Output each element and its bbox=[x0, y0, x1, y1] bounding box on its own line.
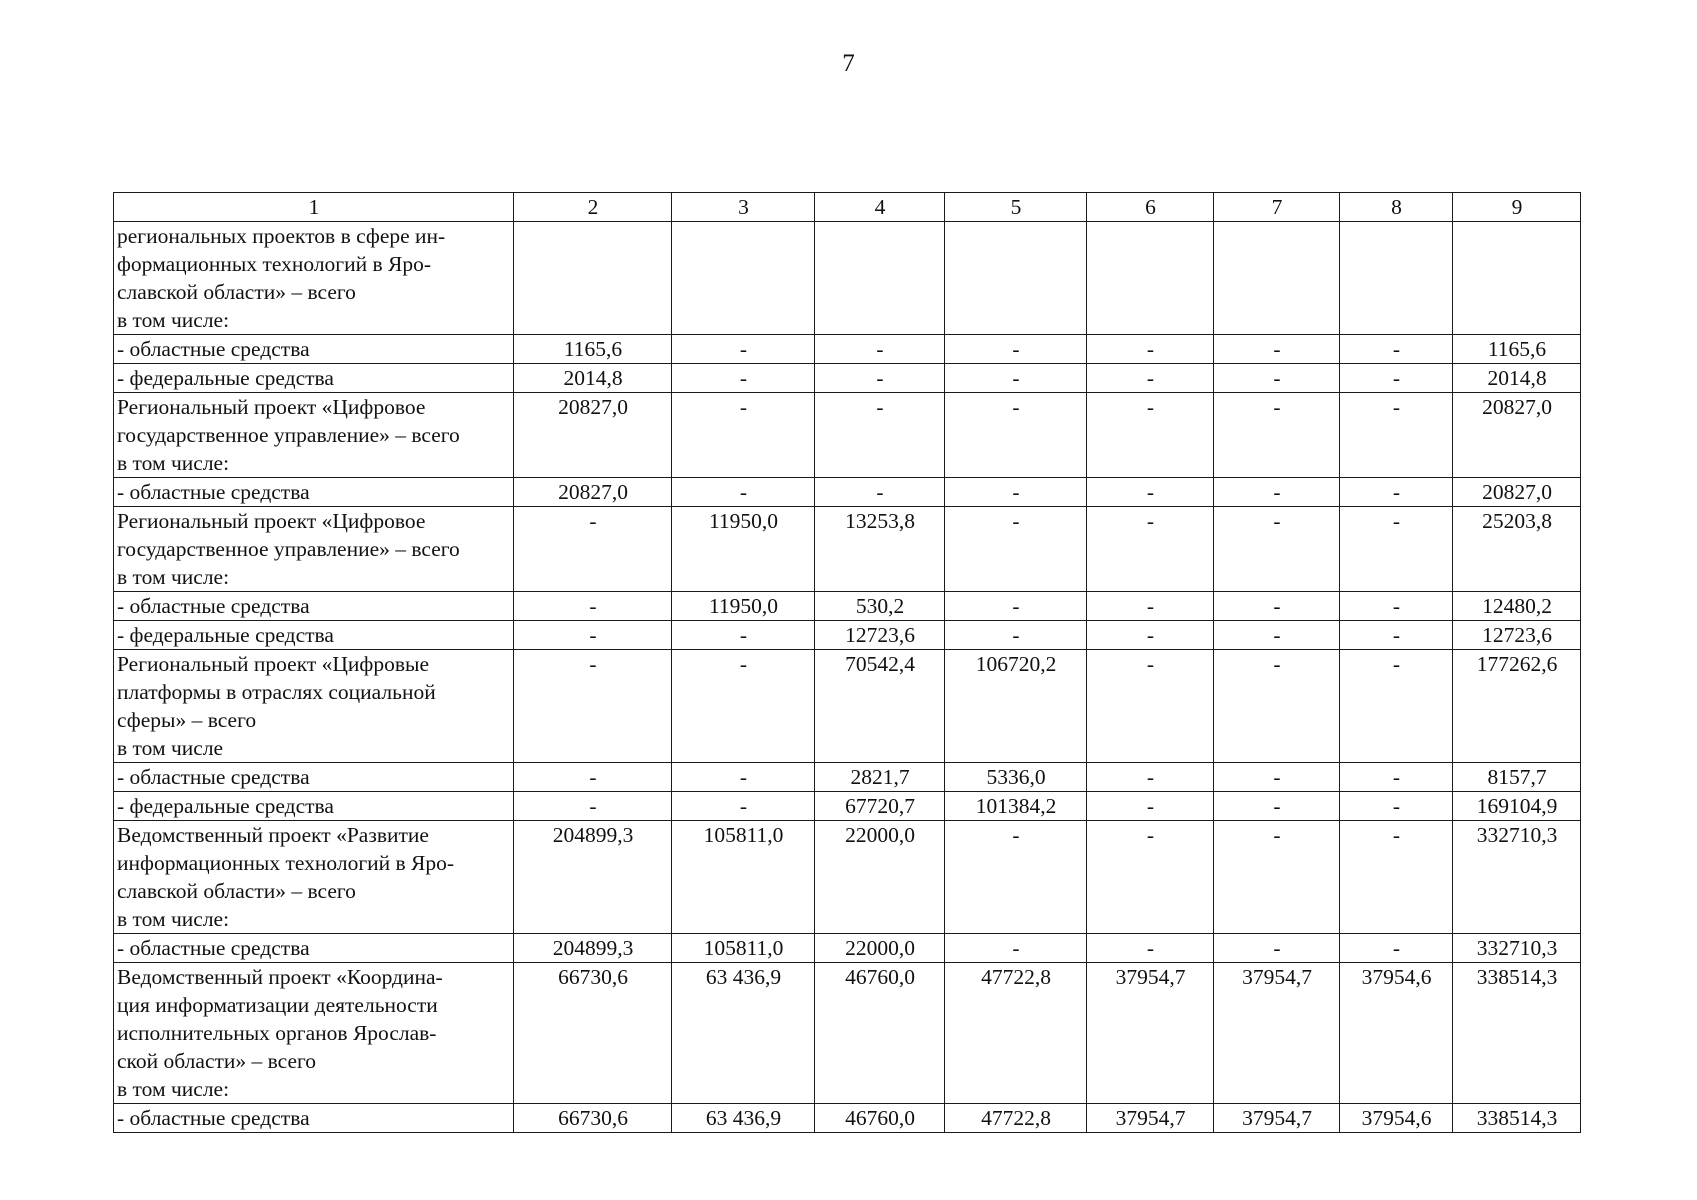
column-number-cell: 3 bbox=[672, 193, 815, 222]
value-cell: - bbox=[1087, 621, 1214, 650]
value-cell: 11950,0 bbox=[672, 592, 815, 621]
value-cell: - bbox=[1214, 621, 1340, 650]
row-label-line: Региональный проект «Цифровое bbox=[117, 509, 426, 533]
row-label-cell bbox=[114, 507, 514, 592]
value-cell: - bbox=[672, 650, 815, 763]
value-cell: 47722,8 bbox=[945, 963, 1087, 1104]
row-label-line: - областные средства bbox=[117, 765, 310, 789]
value-cell: 46760,0 bbox=[815, 1104, 945, 1133]
table-row bbox=[114, 335, 1581, 364]
value-cell: - bbox=[945, 821, 1087, 934]
value-cell: 5336,0 bbox=[945, 763, 1087, 792]
column-number-cell: 7 bbox=[1214, 193, 1340, 222]
value-cell: 169104,9 bbox=[1453, 792, 1581, 821]
value-cell: - bbox=[1340, 393, 1453, 478]
value-cell: 70542,4 bbox=[815, 650, 945, 763]
row-label-cell bbox=[114, 934, 514, 963]
value-cell: - bbox=[1214, 335, 1340, 364]
row-label-line: - федеральные средства bbox=[117, 366, 334, 390]
value-cell: 22000,0 bbox=[815, 821, 945, 934]
value-cell: - bbox=[945, 478, 1087, 507]
value-cell: - bbox=[672, 393, 815, 478]
value-cell: - bbox=[945, 934, 1087, 963]
column-number-cell: 9 bbox=[1453, 193, 1581, 222]
row-label-line: ция информатизации деятельности bbox=[117, 993, 438, 1017]
value-cell: - bbox=[1214, 478, 1340, 507]
value-cell: 37954,7 bbox=[1087, 963, 1214, 1104]
value-cell bbox=[514, 222, 672, 335]
value-cell: 338514,3 bbox=[1453, 1104, 1581, 1133]
row-label-line: исполнительных органов Ярослав- bbox=[117, 1021, 437, 1045]
value-cell: - bbox=[1340, 650, 1453, 763]
row-label-cell bbox=[114, 222, 514, 335]
table-row bbox=[114, 792, 1581, 821]
row-label-cell bbox=[114, 763, 514, 792]
row-label-line: региональных проектов в сфере ин- bbox=[117, 224, 446, 248]
page-number: 7 bbox=[842, 50, 855, 77]
value-cell: - bbox=[1340, 934, 1453, 963]
value-cell: 2014,8 bbox=[1453, 364, 1581, 393]
value-cell: - bbox=[1214, 821, 1340, 934]
value-cell: - bbox=[514, 621, 672, 650]
value-cell: - bbox=[672, 621, 815, 650]
row-label-line: сферы» – всего bbox=[117, 708, 257, 732]
row-label-line: - областные средства bbox=[117, 936, 310, 960]
row-label-line: - федеральные средства bbox=[117, 794, 334, 818]
row-label-line: формационных технологий в Яро- bbox=[117, 252, 432, 276]
row-label-line: в том числе: bbox=[117, 451, 230, 475]
value-cell: 530,2 bbox=[815, 592, 945, 621]
value-cell: 20827,0 bbox=[1453, 478, 1581, 507]
table-row bbox=[114, 393, 1581, 478]
value-cell: 1165,6 bbox=[514, 335, 672, 364]
value-cell: - bbox=[1087, 792, 1214, 821]
row-label-line: в том числе: bbox=[117, 1077, 230, 1101]
table-row bbox=[114, 592, 1581, 621]
table-row bbox=[114, 222, 1581, 335]
value-cell: 37954,6 bbox=[1340, 963, 1453, 1104]
value-cell: - bbox=[1340, 478, 1453, 507]
value-cell: - bbox=[1340, 763, 1453, 792]
value-cell: 47722,8 bbox=[945, 1104, 1087, 1133]
table-row bbox=[114, 478, 1581, 507]
value-cell: 105811,0 bbox=[672, 821, 815, 934]
value-cell: - bbox=[1087, 507, 1214, 592]
table-row bbox=[114, 507, 1581, 592]
row-label-line: Региональный проект «Цифровое bbox=[117, 395, 426, 419]
value-cell: 12480,2 bbox=[1453, 592, 1581, 621]
row-label-cell bbox=[114, 963, 514, 1104]
value-cell bbox=[815, 222, 945, 335]
value-cell: 106720,2 bbox=[945, 650, 1087, 763]
value-cell: - bbox=[1214, 592, 1340, 621]
value-cell: - bbox=[1340, 792, 1453, 821]
row-label-line: Региональный проект «Цифровые bbox=[117, 652, 429, 676]
value-cell: 204899,3 bbox=[514, 934, 672, 963]
value-cell: 63 436,9 bbox=[672, 1104, 815, 1133]
value-cell: - bbox=[945, 507, 1087, 592]
value-cell: 11950,0 bbox=[672, 507, 815, 592]
value-cell: 101384,2 bbox=[945, 792, 1087, 821]
value-cell: 46760,0 bbox=[815, 963, 945, 1104]
value-cell: - bbox=[672, 478, 815, 507]
value-cell: - bbox=[1087, 393, 1214, 478]
value-cell: 37954,7 bbox=[1214, 963, 1340, 1104]
row-label-line: ской области» – всего bbox=[117, 1049, 317, 1073]
value-cell: - bbox=[1340, 335, 1453, 364]
value-cell: - bbox=[1340, 507, 1453, 592]
value-cell bbox=[1453, 222, 1581, 335]
value-cell: 63 436,9 bbox=[672, 963, 815, 1104]
value-cell: - bbox=[672, 792, 815, 821]
value-cell: 37954,7 bbox=[1087, 1104, 1214, 1133]
row-label-line: славской области» – всего bbox=[117, 879, 356, 903]
row-label-line: - областные средства bbox=[117, 1106, 310, 1130]
row-label-cell bbox=[114, 592, 514, 621]
table-row bbox=[114, 963, 1581, 1104]
column-number-cell: 2 bbox=[514, 193, 672, 222]
value-cell: - bbox=[1340, 592, 1453, 621]
row-label-line: славской области» – всего bbox=[117, 280, 356, 304]
value-cell: - bbox=[1214, 364, 1340, 393]
table-row bbox=[114, 821, 1581, 934]
value-cell: - bbox=[1087, 478, 1214, 507]
value-cell bbox=[1340, 222, 1453, 335]
value-cell: 20827,0 bbox=[514, 393, 672, 478]
value-cell: 12723,6 bbox=[1453, 621, 1581, 650]
table-row bbox=[114, 1104, 1581, 1133]
row-label-line: государственное управление» – всего bbox=[117, 423, 460, 447]
value-cell: 66730,6 bbox=[514, 963, 672, 1104]
value-cell: - bbox=[945, 621, 1087, 650]
column-number-cell: 8 bbox=[1340, 193, 1453, 222]
row-label-line: в том числе bbox=[117, 736, 224, 760]
value-cell: - bbox=[1214, 792, 1340, 821]
row-label-cell bbox=[114, 792, 514, 821]
column-number-row bbox=[114, 193, 1581, 222]
column-number-cell: 4 bbox=[815, 193, 945, 222]
row-label-line: Ведомственный проект «Развитие bbox=[117, 823, 429, 847]
value-cell: - bbox=[672, 364, 815, 393]
value-cell: - bbox=[815, 393, 945, 478]
row-label-line: в том числе: bbox=[117, 907, 230, 931]
row-label-cell bbox=[114, 478, 514, 507]
value-cell: - bbox=[1214, 507, 1340, 592]
value-cell: - bbox=[815, 335, 945, 364]
value-cell: 66730,6 bbox=[514, 1104, 672, 1133]
value-cell bbox=[945, 222, 1087, 335]
value-cell: 177262,6 bbox=[1453, 650, 1581, 763]
value-cell: - bbox=[1087, 821, 1214, 934]
value-cell: - bbox=[1214, 763, 1340, 792]
row-label-cell bbox=[114, 1104, 514, 1133]
row-label-cell bbox=[114, 821, 514, 934]
value-cell: 8157,7 bbox=[1453, 763, 1581, 792]
value-cell: - bbox=[1087, 364, 1214, 393]
value-cell: 37954,7 bbox=[1214, 1104, 1340, 1133]
row-label-cell bbox=[114, 335, 514, 364]
row-label-line: Ведомственный проект «Координа- bbox=[117, 965, 443, 989]
value-cell: 204899,3 bbox=[514, 821, 672, 934]
column-number-cell: 5 bbox=[945, 193, 1087, 222]
value-cell: 22000,0 bbox=[815, 934, 945, 963]
value-cell: 332710,3 bbox=[1453, 934, 1581, 963]
value-cell: - bbox=[514, 792, 672, 821]
row-label-line: в том числе: bbox=[117, 565, 230, 589]
row-label-line: государственное управление» – всего bbox=[117, 537, 460, 561]
value-cell: 1165,6 bbox=[1453, 335, 1581, 364]
value-cell: - bbox=[1087, 335, 1214, 364]
value-cell: - bbox=[1214, 650, 1340, 763]
value-cell: 13253,8 bbox=[815, 507, 945, 592]
table-row bbox=[114, 650, 1581, 763]
row-label-line: - областные средства bbox=[117, 480, 310, 504]
value-cell: 37954,6 bbox=[1340, 1104, 1453, 1133]
value-cell: - bbox=[1340, 364, 1453, 393]
value-cell: - bbox=[672, 335, 815, 364]
value-cell: - bbox=[1087, 592, 1214, 621]
value-cell: 2014,8 bbox=[514, 364, 672, 393]
value-cell: - bbox=[1087, 650, 1214, 763]
value-cell: - bbox=[514, 650, 672, 763]
value-cell: 67720,7 bbox=[815, 792, 945, 821]
value-cell: 20827,0 bbox=[514, 478, 672, 507]
value-cell: - bbox=[945, 393, 1087, 478]
table-row bbox=[114, 621, 1581, 650]
row-label-line: - областные средства bbox=[117, 594, 310, 618]
value-cell: - bbox=[1214, 393, 1340, 478]
value-cell: - bbox=[945, 364, 1087, 393]
value-cell: 332710,3 bbox=[1453, 821, 1581, 934]
value-cell: 2821,7 bbox=[815, 763, 945, 792]
value-cell: - bbox=[1340, 821, 1453, 934]
value-cell: - bbox=[514, 507, 672, 592]
value-cell: - bbox=[1087, 763, 1214, 792]
value-cell bbox=[672, 222, 815, 335]
value-cell: 20827,0 bbox=[1453, 393, 1581, 478]
row-label-line: - областные средства bbox=[117, 337, 310, 361]
value-cell bbox=[1087, 222, 1214, 335]
value-cell: - bbox=[1087, 934, 1214, 963]
row-label-line: платформы в отраслях социальной bbox=[117, 680, 436, 704]
column-number-cell: 1 bbox=[114, 193, 514, 222]
value-cell: - bbox=[1214, 934, 1340, 963]
table-row bbox=[114, 934, 1581, 963]
value-cell bbox=[1214, 222, 1340, 335]
value-cell: 25203,8 bbox=[1453, 507, 1581, 592]
row-label-line: - федеральные средства bbox=[117, 623, 334, 647]
budget-table bbox=[113, 192, 1581, 1133]
value-cell: - bbox=[672, 763, 815, 792]
value-cell: - bbox=[1340, 621, 1453, 650]
column-number-cell: 6 bbox=[1087, 193, 1214, 222]
row-label-line: в том числе: bbox=[117, 308, 230, 332]
row-label-cell bbox=[114, 393, 514, 478]
table-row bbox=[114, 364, 1581, 393]
row-label-cell bbox=[114, 621, 514, 650]
value-cell: - bbox=[514, 592, 672, 621]
value-cell: - bbox=[945, 592, 1087, 621]
value-cell: - bbox=[945, 335, 1087, 364]
value-cell: - bbox=[815, 364, 945, 393]
row-label-cell bbox=[114, 650, 514, 763]
value-cell: - bbox=[815, 478, 945, 507]
value-cell: - bbox=[514, 763, 672, 792]
row-label-cell bbox=[114, 364, 514, 393]
value-cell: 12723,6 bbox=[815, 621, 945, 650]
value-cell: 105811,0 bbox=[672, 934, 815, 963]
table-row bbox=[114, 763, 1581, 792]
value-cell: 338514,3 bbox=[1453, 963, 1581, 1104]
row-label-line: информационных технологий в Яро- bbox=[117, 851, 455, 875]
